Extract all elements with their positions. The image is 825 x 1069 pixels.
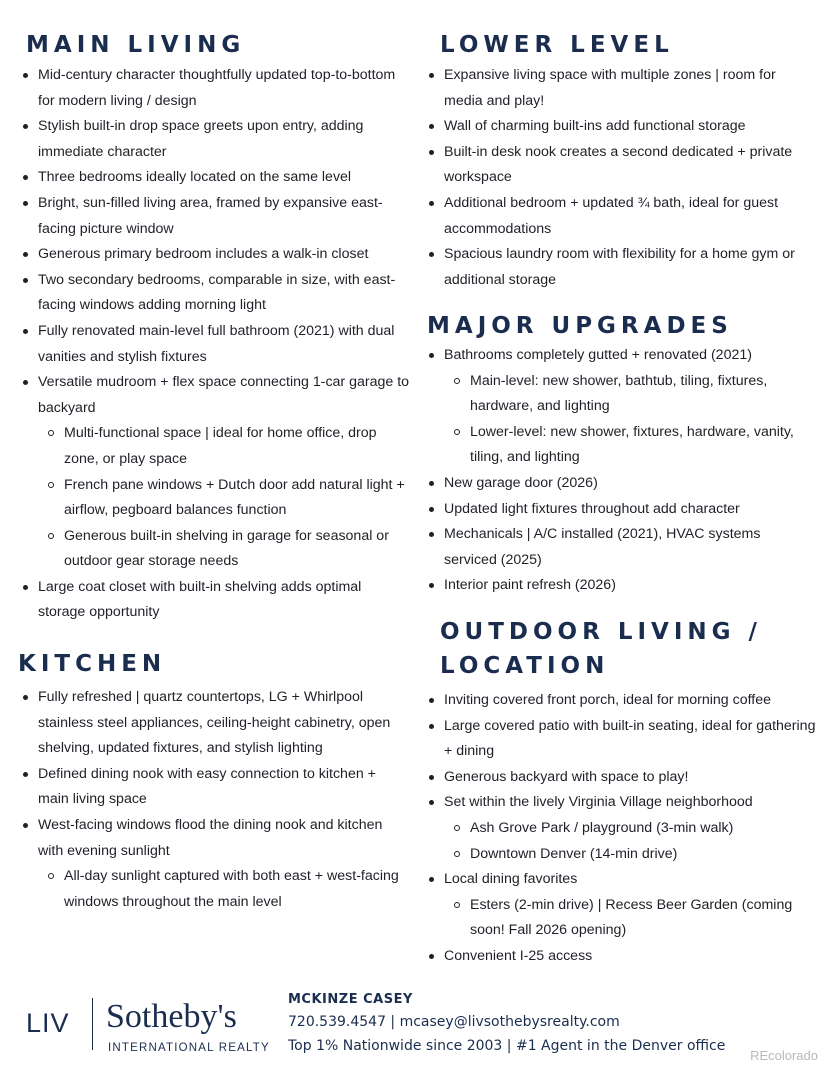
list-item-text: Three bedrooms ideally located on the same level	[38, 169, 352, 186]
footer	[0, 980, 825, 1069]
recolorado-watermark: REcolorado	[750, 1048, 818, 1063]
list-item	[18, 165, 410, 191]
list-item	[18, 575, 410, 626]
list-item-text: West-facing windows flood the dining nook and kitchen with evening sunlight	[38, 816, 383, 859]
list-item-text: Mechanicals | A/C installed (2021), HVAC systems serviced (2025)	[444, 526, 761, 568]
sub-list-item: Lower-level: new shower, fixtures, hardware, vanity, tiling, and lighting	[424, 420, 816, 471]
list-item-text: Inviting covered front porch, ideal for morning coffee	[444, 692, 772, 708]
list-item-text: Expansive living space with multiple zones | room for media and play!	[444, 67, 776, 109]
list-item-text: Fully refreshed | quartz countertops, LG + Whirlpool stainless steel appliances, ceiling-height cabinetry, open shelving, updated fixtures, and stylish lighting	[38, 689, 391, 757]
list-item	[424, 114, 812, 140]
list-item-text: Stylish built-in drop space greets upon entry, adding immediate character	[38, 118, 364, 160]
list-item	[18, 685, 410, 762]
list-item	[424, 140, 812, 191]
sub-list	[18, 421, 410, 575]
list-item-text: Local dining favorites	[444, 871, 578, 888]
list-item	[424, 497, 816, 523]
list-item	[424, 944, 816, 970]
list-item-text: Bright, sun-filled living area, framed by expansive east-facing picture window	[38, 194, 383, 237]
list-item-text: Built-in desk nook creates a second dedicated + private workspace	[444, 143, 793, 186]
sub-list-item: Downtown Denver (14-min drive)	[424, 842, 816, 868]
outdoor-living-heading-line1: OUTDOOR LIVING /	[440, 619, 762, 645]
list-item	[424, 714, 816, 765]
agent-tagline: Top 1% Nationwide since 2003 | #1 Agent in the Denver office	[288, 1038, 726, 1054]
sub-list	[424, 816, 816, 867]
sub-list-item: Generous built-in shelving in garage for seasonal or outdoor gear storage needs	[18, 524, 410, 575]
list-item-text: Interior paint refresh (2026)	[444, 577, 616, 594]
list-item	[18, 191, 410, 242]
list-item-text: Two secondary bedrooms, comparable in size, with east-facing windows adding morning light	[38, 271, 396, 314]
outdoor-living-heading-line2: LOCATION	[440, 653, 610, 679]
sothebys-logo-text: Sotheby's	[106, 998, 237, 1035]
major-upgrades-heading: MAJOR UPGRADES	[427, 313, 733, 339]
lower-level-heading: LOWER LEVEL	[440, 32, 674, 58]
agent-name: MCKINZE CASEY	[288, 992, 413, 1007]
kitchen-heading: KITCHEN	[18, 651, 167, 677]
list-item	[424, 471, 816, 497]
list-item-text: Bathrooms completely gutted + renovated (2021)	[444, 347, 752, 363]
sub-list	[424, 369, 816, 471]
list-item-text: Set within the lively Virginia Village neighborhood	[444, 794, 753, 811]
main-living-heading: MAIN LIVING	[26, 32, 246, 58]
list-item	[424, 573, 816, 599]
sub-list-item: Multi-functional space | ideal for home office, drop zone, or play space	[18, 421, 410, 472]
sub-list	[18, 864, 410, 915]
list-item	[424, 688, 816, 714]
list-item-text: New garage door (2026)	[444, 474, 598, 491]
list-item	[424, 343, 816, 369]
list-item	[424, 191, 812, 242]
list-item-text: Fully renovated main-level full bathroom (2021) with dual vanities and stylish fixtures	[38, 322, 395, 365]
list-item-text: Defined dining nook with easy connection to kitchen + main living space	[38, 765, 376, 808]
liv-logo-text: LIV	[26, 1008, 70, 1038]
list-item	[424, 242, 812, 293]
agent-contact: 720.539.4547 | mcasey@livsothebysrealty.com	[288, 1014, 620, 1030]
sub-list-item: All-day sunlight captured with both east + west-facing windows throughout the main level	[18, 864, 410, 915]
list-item-text: Large coat closet with built-in shelving adds optimal storage opportunity	[38, 578, 362, 621]
list-item-text: Versatile mudroom + flex space connecting 1-car garage to backyard	[38, 374, 410, 416]
sub-list-item: Ash Grove Park / playground (3-min walk)	[424, 816, 816, 842]
list-item-text: Mid-century character thoughtfully updated top-to-bottom for modern living / design	[38, 67, 396, 109]
sub-list-item: French pane windows + Dutch door add natural light + airflow, pegboard balances function	[18, 473, 410, 524]
list-item	[424, 522, 816, 573]
list-item	[18, 370, 410, 421]
list-item-text: Additional bedroom + updated ¾ bath, ideal for guest accommodations	[444, 194, 779, 237]
kitchen-list	[18, 685, 410, 915]
lower-level-list	[424, 63, 812, 293]
list-item	[18, 114, 410, 165]
list-item	[18, 813, 410, 864]
list-item	[18, 762, 410, 813]
list-item	[18, 268, 410, 319]
list-item	[424, 790, 816, 816]
list-item-text: Updated light fixtures throughout add character	[444, 500, 740, 517]
list-item	[18, 63, 410, 114]
outdoor-living-list	[424, 688, 816, 970]
list-item-text: Large covered patio with built-in seating, ideal for gathering + dining	[444, 717, 816, 760]
list-item-text: Generous primary bedroom includes a walk-in closet	[38, 246, 369, 263]
sub-list-item: Esters (2-min drive) | Recess Beer Garden (coming soon! Fall 2026 opening)	[424, 893, 816, 944]
list-item	[18, 242, 410, 268]
list-item-text: Convenient I-25 access	[444, 947, 593, 964]
major-upgrades-list	[424, 343, 816, 599]
list-item	[424, 867, 816, 893]
list-item-text: Generous backyard with space to play!	[444, 768, 689, 785]
list-item	[424, 765, 816, 791]
sub-list-item: Main-level: new shower, bathtub, tiling, fixtures, hardware, and lighting	[424, 369, 816, 420]
list-item	[18, 319, 410, 370]
international-realty-text: INTERNATIONAL REALTY	[108, 1042, 270, 1054]
list-item-text: Spacious laundry room with flexibility for a home gym or additional storage	[444, 246, 795, 288]
list-item-text: Wall of charming built-ins add functional storage	[444, 118, 746, 135]
main-living-list	[18, 63, 410, 626]
sub-list	[424, 893, 816, 944]
list-item	[424, 63, 812, 114]
logo-divider	[92, 998, 93, 1050]
